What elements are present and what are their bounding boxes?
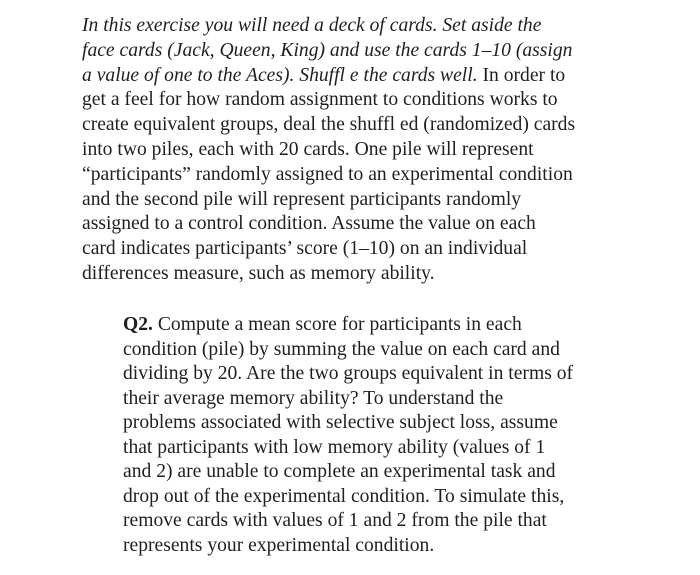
intro-line [82,138,622,163]
intro-line-text: assigned to a control condition. Assume the value on each [82,213,536,235]
intro-line [82,163,622,188]
q2-line: problems associated with selective subject loss, assume [123,412,558,433]
intro-line [82,262,622,287]
q2-line: and 2) are unable to complete an experimental task and [123,461,556,482]
intro-line-italic: In this exercise you will need a deck of cards. Set aside the [82,15,542,36]
intro-line-text: into two piles, each with 20 cards. One pile will represent [82,138,534,160]
intro-line-text: get a feel for how random assignment to conditions works to [82,89,558,111]
intro-line [82,39,622,64]
q2-line-text: Compute a mean score for participants in each [152,314,522,335]
q2-line: remove cards with values of 1 and 2 from the pile that [123,510,547,531]
q2-line: represents your experimental condition. [123,534,435,556]
intro-line-text: differences measure, such as memory ability. [82,262,435,284]
intro-line [82,14,622,39]
q2-line [123,313,643,338]
intro-line [82,237,622,262]
q2-line: drop out of the experimental condition. To simulate this, [123,485,565,507]
intro-line [82,212,622,237]
q2-label: Q2. [123,314,153,335]
q2-line: condition (pile) by summing the value on each card and [123,338,560,360]
intro-line-text: In order to [477,64,566,86]
intro-line [82,64,622,89]
intro-line-text: card indicates participants’ score (1–10) on an individual [82,238,528,260]
intro-line-italic: face cards (Jack, Queen, King) and use the cards 1–10 (assign [82,39,573,61]
intro-line [82,88,622,113]
q2-line: dividing by 20. Are the two groups equivalent in terms of [123,363,574,384]
intro-line-text: “participants” randomly assigned to an experimental condition [82,163,573,185]
q2-line: their average memory ability? To understand the [123,387,504,409]
q2-line: that participants with low memory ability (values of 1 [123,436,546,458]
intro-paragraph [82,14,622,287]
intro-line-italic: a value of one to the Aces). Shuffl e the cards well. [82,64,478,86]
intro-line-text: and the second pile will represent participants randomly [82,188,522,210]
question-q2 [123,313,643,558]
intro-line-text: create equivalent groups, deal the shuffl ed (randomized) cards [82,114,576,136]
intro-line [82,188,622,213]
intro-line [82,113,622,138]
